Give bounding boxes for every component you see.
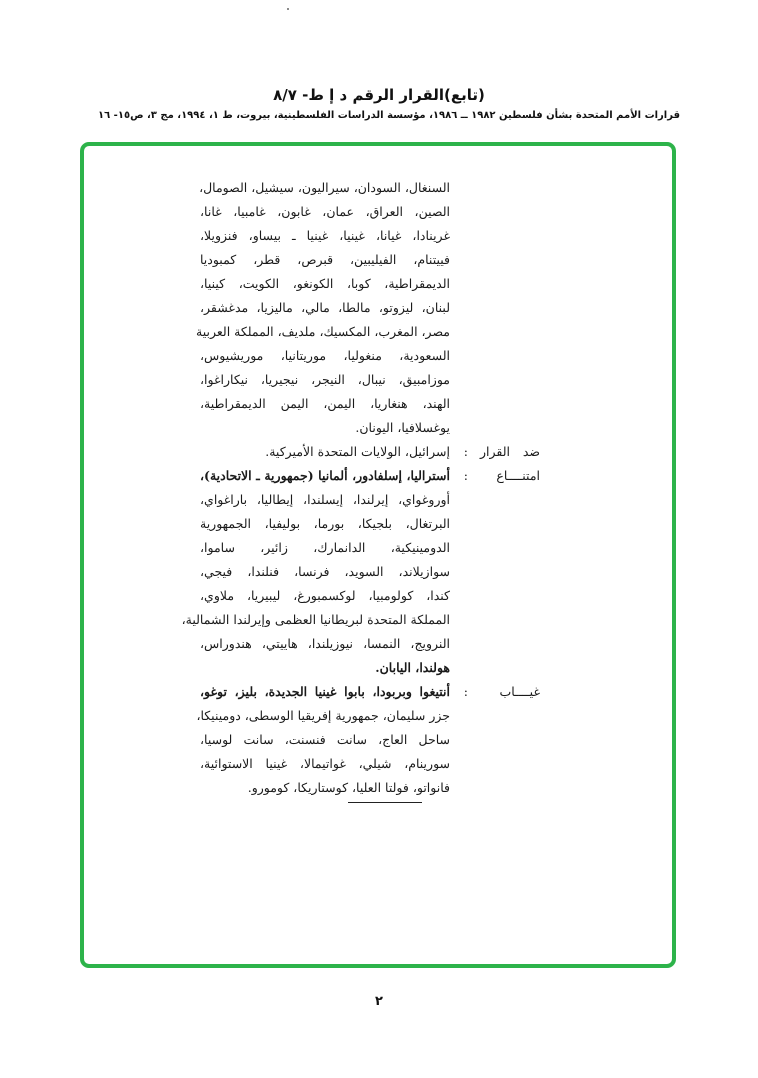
end-rule (348, 802, 422, 803)
abstain-line: كندا، كولومبيا، لوكسمبورغ، ليبيريا، ملاوي، (200, 588, 450, 603)
against-colon: : (463, 444, 468, 459)
for-line: السعودية، منغوليا، موريتانيا، موريشيوس، (200, 348, 450, 363)
absent-colon: : (463, 684, 468, 699)
absent-label: غيــــاب (499, 684, 540, 699)
abstain-label: امتنــــاع (496, 468, 540, 483)
source-citation: قرارات الأمم المتحدة بشأن فلسطين ١٩٨٢ ــ ١٩٨٦، مؤسسة الدراسات الفلسطينية، بيروت، ط ١، ١٩٩٤، مج ٣، ص١٥- ١٦ (97, 110, 680, 121)
for-line: يوغسلافيا، اليونان. (355, 420, 450, 435)
vote-list (181, 176, 540, 800)
abstain-line: الدومينيكية، الدانمارك، زائير، ساموا، (200, 540, 450, 555)
for-line: غرينادا، غيانا، غينيا، غينيا ـ بيساو، فنزويلا، (200, 228, 450, 243)
absent-votes-block (196, 680, 540, 800)
abstain-colon: : (463, 468, 468, 483)
for-line: مصر، المغرب، المكسيك، ملديف، المملكة العربية (196, 324, 450, 339)
for-line: السنغال، السودان، سيراليون، سيشيل، الصومال، (199, 180, 450, 195)
abstain-line: سوازيلاند، السويد، فرنسا، فنلندا، فيجي، (200, 564, 450, 579)
against-label: ضد القرار (480, 444, 540, 459)
scan-speck (287, 8, 289, 10)
page-number: ٢ (375, 994, 383, 1009)
page-title: (تابع)القرار الرقم د إ ط- ٨/٧ (273, 86, 485, 104)
absent-line: ساحل العاج، سانت فنسنت، سانت لوسيا، (200, 732, 450, 747)
abstain-line: هولندا، اليابان. (375, 660, 450, 675)
for-line: فييتنام، الفيليبين، قبرص، قطر، كمبوديا (200, 252, 450, 267)
absent-line: جزر سليمان، جمهورية إفريقيا الوسطى، دومينيكا، (196, 708, 450, 723)
abstain-line: المملكة المتحدة لبريطانيا العظمى وإيرلندا الشمالية، (181, 612, 450, 627)
abstain-votes-block (181, 464, 540, 680)
abstain-line: البرتغال، بلجيكا، بورما، بوليفيا، الجمهورية (200, 516, 450, 531)
for-votes-block (196, 176, 540, 440)
against-votes-block (200, 440, 540, 464)
for-line: الهند، هنغاريا، اليمن، اليمن الديمقراطية، (200, 396, 450, 411)
abstain-line: أستراليا، إسلفادور، ألمانيا (جمهورية ـ الاتحادية)، (200, 468, 450, 483)
absent-line: أنتيغوا وبربودا، بابوا غينيا الجديدة، بليز، توغو، (200, 684, 450, 699)
absent-line: فانواتو، فولتا العليا، كوستاريكا، كومورو. (247, 780, 450, 795)
for-line: الديمقراطية، كوبا، الكونغو، الكويت، كينيا، (200, 276, 450, 291)
abstain-line: النرويج، النمسا، نيوزيلندا، هاييتي، هندوراس، (200, 636, 450, 651)
for-line: موزامبيق، نيبال، النيجر، نيجيريا، نيكاراغوا، (200, 372, 450, 387)
against-line: إسرائيل، الولايات المتحدة الأميركية. (265, 444, 450, 459)
abstain-line: أوروغواي، إيرلندا، إيسلندا، إيطاليا، باراغواي، (200, 492, 450, 507)
for-line: الصين، العراق، عمان، غابون، غامبيا، غانا، (200, 204, 450, 219)
for-line: لبنان، ليزوتو، مالطا، مالي، ماليزيا، مدغشقر، (200, 300, 450, 315)
absent-line: سورينام، شيلي، غواتيمالا، غينيا الاستوائية، (200, 756, 450, 771)
